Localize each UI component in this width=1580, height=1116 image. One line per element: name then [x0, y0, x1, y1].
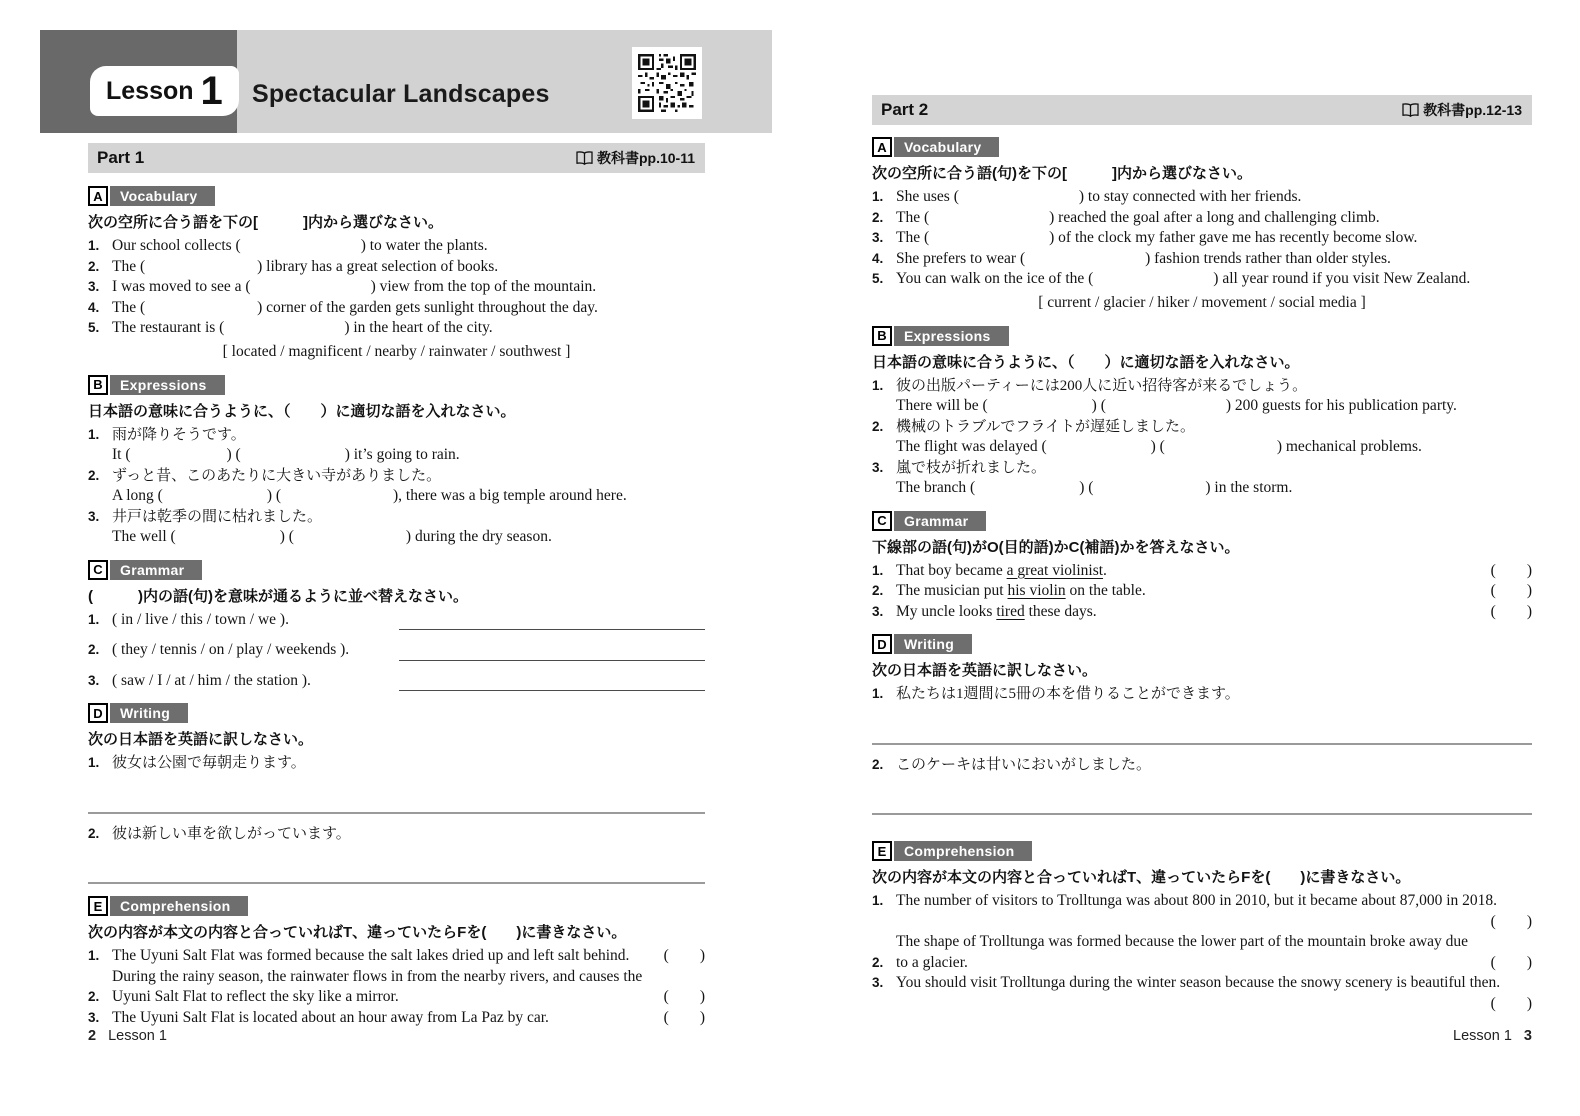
instruction: ( )内の語(句)を意味が通るように並べ替えなさい。: [88, 587, 468, 605]
item-number: 3.: [872, 459, 884, 475]
japanese-sentence: 彼の出版パーティーには200人に近い招待客が来るでしょう。: [896, 377, 1308, 394]
item-number: 3.: [88, 508, 100, 524]
expression-item-en: [872, 478, 1532, 499]
vocab-item: [88, 298, 705, 319]
sentence-pre: My uncle looks: [896, 602, 997, 620]
item-number: 1.: [88, 948, 100, 963]
sentence-post: ) library has a great selection of books.: [257, 257, 499, 275]
answer-blank[interactable]: [1165, 449, 1277, 451]
section-title: Expressions: [894, 326, 1009, 346]
section-header: [88, 896, 705, 916]
comprehension-item: [872, 973, 1532, 1014]
section-title: Writing: [110, 703, 188, 723]
page-left: [88, 143, 705, 1040]
sentence-post: ), there was a big temple around here.: [393, 487, 627, 504]
textbook-pages: 教科書pp.10-11: [596, 150, 695, 166]
sentence-pre: The restaurant is (: [112, 319, 225, 336]
grammar-item: [872, 561, 1532, 582]
section-header: [88, 560, 705, 580]
section-header: [872, 634, 1532, 654]
expression-item-en: [872, 396, 1532, 417]
answer-blank[interactable]: [241, 457, 345, 459]
part2-bar: [872, 95, 1532, 125]
open-book-icon: [576, 151, 593, 165]
sentence-post: ) mechanical problems.: [1276, 438, 1422, 455]
section-title: Comprehension: [110, 896, 248, 916]
comprehension-item: [872, 932, 1532, 973]
answer-blank[interactable]: [959, 199, 1079, 201]
oc-answer-parens[interactable]: ( ): [1490, 582, 1532, 599]
answer-blank[interactable]: [929, 240, 1049, 242]
sentence-post: these days.: [1024, 602, 1097, 620]
japanese-sentence: 彼女は公園で毎朝走ります。: [112, 755, 306, 771]
answer-blank[interactable]: [281, 498, 393, 500]
comprehension-item: [88, 967, 705, 1008]
section-p2-writing: [872, 634, 1532, 815]
instruction: 次の内容が本文の内容と合っていればT、違っていたらFを( )に書きなさい。: [872, 869, 1411, 886]
item-number: 1.: [88, 755, 100, 770]
open-book-icon: [1402, 103, 1419, 117]
comprehension-item: [88, 946, 705, 967]
word-bank: [ current / glacier / hiker / movement / social media ]: [1038, 293, 1366, 311]
item-number: 1.: [872, 377, 884, 393]
item-number: 3.: [88, 279, 100, 294]
vocab-item: [872, 187, 1532, 208]
scrambled-words: ( in / live / this / town / we ).: [112, 610, 289, 628]
sentence-post: ) to water the plants.: [360, 237, 488, 254]
expression-item-jp: [872, 458, 1532, 479]
sentence-pre: The (: [896, 229, 930, 246]
section-p1-expressions: [88, 375, 705, 548]
vocab-item: [88, 257, 705, 278]
footer-left: [88, 1028, 167, 1044]
item-number: 1.: [872, 189, 884, 204]
true-false-parens[interactable]: ( ): [1490, 912, 1532, 930]
scrambled-words: ( saw / I / at / him / the station ).: [112, 671, 311, 689]
item-number: 3.: [88, 672, 100, 688]
section-title: Vocabulary: [110, 186, 215, 206]
section-p1-writing: [88, 703, 705, 884]
answer-blank[interactable]: [131, 457, 227, 459]
answer-blank[interactable]: [1093, 490, 1205, 492]
item-number: 4.: [872, 250, 884, 266]
expression-item-en: [88, 527, 705, 548]
answer-line[interactable]: [399, 672, 705, 691]
page-number: 3: [1523, 1028, 1532, 1044]
sentence-pre: There will be (: [896, 397, 988, 414]
instruction: 下線部の語(句)がO(目的語)かC(補語)かを答えなさい。: [872, 538, 1240, 556]
section-header: [88, 703, 705, 723]
sentence-post: ) all year round if you visit New Zealand.: [1213, 270, 1471, 287]
oc-answer-parens[interactable]: ( ): [1490, 602, 1532, 620]
sentence-pre: The well (: [112, 528, 176, 545]
qr-code-image: [638, 54, 696, 112]
sentence-post: ) reached the goal after a long and challenging climb.: [1049, 208, 1380, 226]
section-letter-badge: D: [88, 703, 108, 723]
section-p2-comprehension: [872, 841, 1532, 1014]
sentence-pre: I was moved to see a (: [112, 278, 251, 295]
japanese-sentence: 井戸は乾季の間に枯れました。: [112, 508, 323, 525]
vocab-item: [88, 236, 705, 257]
sentence-post: ) during the dry season.: [405, 528, 552, 545]
sentence-post: on the table.: [1065, 582, 1146, 599]
answer-blank[interactable]: [988, 408, 1092, 410]
answer-blank[interactable]: [929, 220, 1049, 222]
lesson-title: Spectacular Landscapes: [252, 80, 550, 108]
statement: You should visit Trolltunga during the winter season because the snowy scenery is beautiful then.: [896, 974, 1501, 991]
vocab-item: [88, 318, 705, 339]
item-number: 2.: [872, 209, 884, 225]
item-number: 3.: [872, 230, 884, 245]
answer-line[interactable]: [872, 775, 1532, 815]
true-false-parens[interactable]: ( ): [1490, 953, 1532, 971]
lesson-badge-label: Lesson: [106, 76, 194, 105]
japanese-sentence: ずっと昔、このあたりに大きい寺がありました。: [112, 467, 442, 484]
sentence-pre: She uses (: [896, 188, 959, 205]
lesson-banner: [40, 30, 772, 133]
sentence-pre: The (: [112, 257, 146, 275]
sentence-post: ) in the storm.: [1205, 479, 1293, 496]
expression-item-en: [88, 486, 705, 507]
instruction: 次の日本語を英語に訳しなさい。: [88, 731, 314, 748]
answer-blank[interactable]: [241, 248, 361, 250]
section-p1-comprehension: [88, 896, 705, 1028]
section-p1-vocabulary: [88, 186, 705, 363]
writing-item: [88, 753, 705, 814]
item-number: 3.: [88, 1009, 100, 1025]
section-header: [872, 326, 1532, 346]
item-number: 2.: [872, 756, 884, 772]
section-p2-expressions: [872, 326, 1532, 499]
expression-item-jp: [88, 507, 705, 528]
scrambled-words: ( they / tennis / on / play / weekends ).: [112, 641, 350, 658]
item-number: 4.: [88, 299, 100, 315]
section-letter-badge: D: [872, 634, 892, 654]
part1-label: Part 1: [97, 148, 145, 167]
instruction: 次の日本語を英語に訳しなさい。: [872, 662, 1098, 679]
vocab-item: [872, 249, 1532, 270]
section-title: Writing: [894, 634, 972, 654]
footer-lesson-label: Lesson 1: [108, 1028, 167, 1044]
answer-line[interactable]: [399, 642, 705, 661]
vocab-item: [872, 228, 1532, 249]
section-header: [872, 137, 1532, 157]
sentence-pre: The (: [896, 208, 930, 226]
answer-blank[interactable]: [294, 539, 406, 541]
true-false-parens[interactable]: ( ): [663, 1008, 705, 1026]
section-title: Grammar: [894, 511, 986, 531]
answer-blank[interactable]: [145, 310, 257, 312]
item-number: 1.: [872, 686, 884, 701]
item-number: 2.: [88, 467, 100, 483]
japanese-sentence: 機械のトラブルでフライトが遅延しました。: [896, 418, 1195, 435]
item-number: 1.: [88, 611, 100, 627]
writing-item: [872, 755, 1532, 816]
sentence-pre: It (: [112, 446, 131, 463]
answer-line[interactable]: [399, 611, 705, 630]
lesson-badge: [90, 66, 239, 116]
comprehension-item: [872, 891, 1532, 932]
grammar-item: [872, 581, 1532, 602]
statement: The Uyuni Salt Flat is located about an hour away from La Paz by car.: [112, 1008, 549, 1026]
lesson-badge-number: 1: [200, 69, 223, 113]
grammar-item: [88, 610, 705, 631]
underlined-phrase: tired: [996, 602, 1025, 620]
sentence-pre: Our school collects (: [112, 237, 241, 254]
sentence-post: ) of the clock my father gave me has recently become slow.: [1049, 229, 1418, 246]
writing-item: [872, 684, 1532, 745]
item-number: 2.: [88, 258, 100, 274]
part1-bar: [88, 143, 705, 173]
japanese-sentence: 嵐で枝が折れました。: [896, 459, 1047, 476]
grammar-item: [88, 671, 705, 692]
underlined-phrase: a great violinist: [1006, 561, 1104, 579]
answer-blank[interactable]: [975, 490, 1079, 492]
section-letter-badge: C: [872, 511, 892, 531]
answer-blank[interactable]: [163, 498, 267, 500]
section-letter-badge: B: [872, 326, 892, 346]
underlined-phrase: his violin: [1007, 582, 1066, 599]
footer-lesson-label: Lesson 1: [1453, 1028, 1512, 1044]
section-title: Grammar: [110, 560, 202, 580]
oc-answer-parens[interactable]: ( ): [1490, 561, 1532, 579]
japanese-sentence: 私たちは1週間に5冊の本を借りることができます。: [896, 686, 1240, 702]
section-header: [88, 186, 705, 206]
sentence-post: .: [1103, 561, 1107, 579]
item-number: 3.: [872, 603, 884, 619]
instruction: 次の空所に合う語を下の[ ]内から選びなさい。: [88, 214, 443, 231]
sentence-post: ) fashion trends rather than older styles.: [1145, 249, 1391, 267]
item-number: 1.: [872, 562, 884, 578]
qr-code: [632, 47, 702, 119]
vocab-item: [872, 269, 1532, 290]
item-number: 2.: [88, 825, 100, 841]
sentence-post: ) 200 guests for his publication party.: [1225, 397, 1457, 414]
part2-label: Part 2: [881, 100, 929, 119]
sentence-pre: You can walk on the ice of the (: [896, 270, 1094, 287]
section-title: Expressions: [110, 375, 225, 395]
instruction: 日本語の意味に合うように、（ ）に適切な語を入れなさい。: [872, 353, 1300, 371]
sentence-mid: ) (: [1079, 479, 1094, 496]
vocab-item: [88, 277, 705, 298]
section-letter-badge: B: [88, 375, 108, 395]
answer-blank[interactable]: [1093, 281, 1213, 283]
grammar-item: [872, 602, 1532, 623]
answer-line[interactable]: [872, 705, 1532, 745]
expression-item-en: [88, 445, 705, 466]
answer-blank[interactable]: [1106, 408, 1226, 410]
comprehension-item: [88, 1008, 705, 1029]
sentence-pre: The musician put: [896, 582, 1008, 599]
instruction: 次の内容が本文の内容と合っていればT、違っていたらFを( )に書きなさい。: [88, 924, 627, 941]
sentence-post: ) corner of the garden gets sunlight throughout the day.: [257, 298, 598, 316]
answer-blank[interactable]: [176, 539, 280, 541]
section-header: [872, 511, 1532, 531]
item-number: 5.: [88, 320, 100, 335]
section-title: Comprehension: [894, 841, 1032, 861]
answer-blank[interactable]: [1025, 261, 1145, 263]
item-number: 2.: [872, 418, 884, 434]
sentence-mid: ) (: [266, 487, 282, 504]
textbook-pages: 教科書pp.12-13: [1423, 102, 1522, 118]
statement: The number of visitors to Trolltunga was about 800 in 2010, but it became about 87,000 in 2018.: [896, 892, 1497, 909]
item-number: 2.: [88, 989, 100, 1004]
answer-blank[interactable]: [224, 330, 344, 332]
sentence-post: ) it’s going to rain.: [344, 446, 460, 463]
item-number: 2.: [872, 583, 884, 598]
footer-right: [1453, 1028, 1532, 1044]
section-p1-grammar: [88, 560, 705, 692]
sentence-post: ) in the heart of the city.: [344, 319, 493, 336]
item-number: 3.: [872, 975, 884, 990]
vocab-item: [872, 208, 1532, 229]
section-p2-vocabulary: [872, 137, 1532, 314]
true-false-parens[interactable]: ( ): [663, 947, 705, 964]
page-number: 2: [88, 1028, 97, 1044]
answer-line[interactable]: [88, 844, 705, 884]
sentence-pre: The branch (: [896, 479, 976, 496]
item-number: 2.: [872, 954, 884, 970]
item-number: 2.: [88, 642, 100, 657]
japanese-sentence: 雨が降りそうです。: [112, 426, 246, 443]
statement: The Uyuni Salt Flat was formed because the salt lakes dried up and left salt behind.: [112, 947, 630, 964]
item-number: 1.: [88, 426, 100, 442]
section-letter-badge: C: [88, 560, 108, 580]
answer-line[interactable]: [88, 774, 705, 814]
sentence-mid: ) (: [279, 528, 294, 545]
item-number: 5.: [872, 271, 884, 286]
section-letter-badge: A: [872, 137, 892, 157]
sentence-pre: The flight was delayed (: [896, 438, 1047, 455]
sentence-post: ) to stay connected with her friends.: [1078, 188, 1302, 205]
section-letter-badge: E: [88, 896, 108, 916]
section-header: [872, 841, 1532, 861]
statement: The shape of Trolltunga was formed because the lower part of the mountain broke away due to a glacier.: [896, 933, 1469, 971]
instruction: 日本語の意味に合うように、（ ）に適切な語を入れなさい。: [88, 402, 516, 420]
sentence-mid: ) (: [226, 446, 241, 463]
answer-blank[interactable]: [251, 289, 371, 291]
expression-item-en: [872, 437, 1532, 458]
instruction: 次の空所に合う語(句)を下の[ ]内から選びなさい。: [872, 165, 1252, 182]
sentence-post: ) view from the top of the mountain.: [370, 278, 597, 295]
word-bank: [ located / magnificent / nearby / rainwater / southwest ]: [222, 342, 571, 360]
sentence-pre: That boy became: [896, 561, 1007, 579]
item-number: 1.: [88, 238, 100, 253]
expression-item-jp: [88, 466, 705, 487]
sentence-mid: ) (: [1091, 397, 1106, 414]
section-p2-grammar: [872, 511, 1532, 623]
grammar-item: [88, 640, 705, 661]
section-title: Vocabulary: [894, 137, 999, 157]
sentence-mid: ) (: [1150, 438, 1165, 455]
answer-blank[interactable]: [1047, 449, 1151, 451]
true-false-parens[interactable]: ( ): [663, 988, 705, 1005]
page-right: [872, 95, 1532, 1026]
textbook-reference: [1402, 100, 1522, 120]
statement: During the rainy season, the rainwater flows in from the nearby rivers, and causes the Uyuni Salt Flat to reflect the sky like a mirror.: [112, 967, 643, 1005]
sentence-pre: A long (: [112, 487, 163, 504]
japanese-sentence: このケーキは甘いにおいがしました。: [896, 756, 1152, 773]
expression-item-jp: [872, 376, 1532, 397]
sentence-pre: The (: [112, 298, 146, 316]
expression-item-jp: [872, 417, 1532, 438]
section-letter-badge: E: [872, 841, 892, 861]
writing-item: [88, 824, 705, 885]
sentence-pre: She prefers to wear (: [896, 249, 1026, 267]
expression-item-jp: [88, 425, 705, 446]
answer-blank[interactable]: [145, 269, 257, 271]
textbook-reference: [576, 148, 695, 168]
true-false-parens[interactable]: ( ): [1490, 994, 1532, 1012]
section-letter-badge: A: [88, 186, 108, 206]
item-number: 1.: [872, 893, 884, 908]
japanese-sentence: 彼は新しい車を欲しがっています。: [112, 825, 351, 842]
section-header: [88, 375, 705, 395]
